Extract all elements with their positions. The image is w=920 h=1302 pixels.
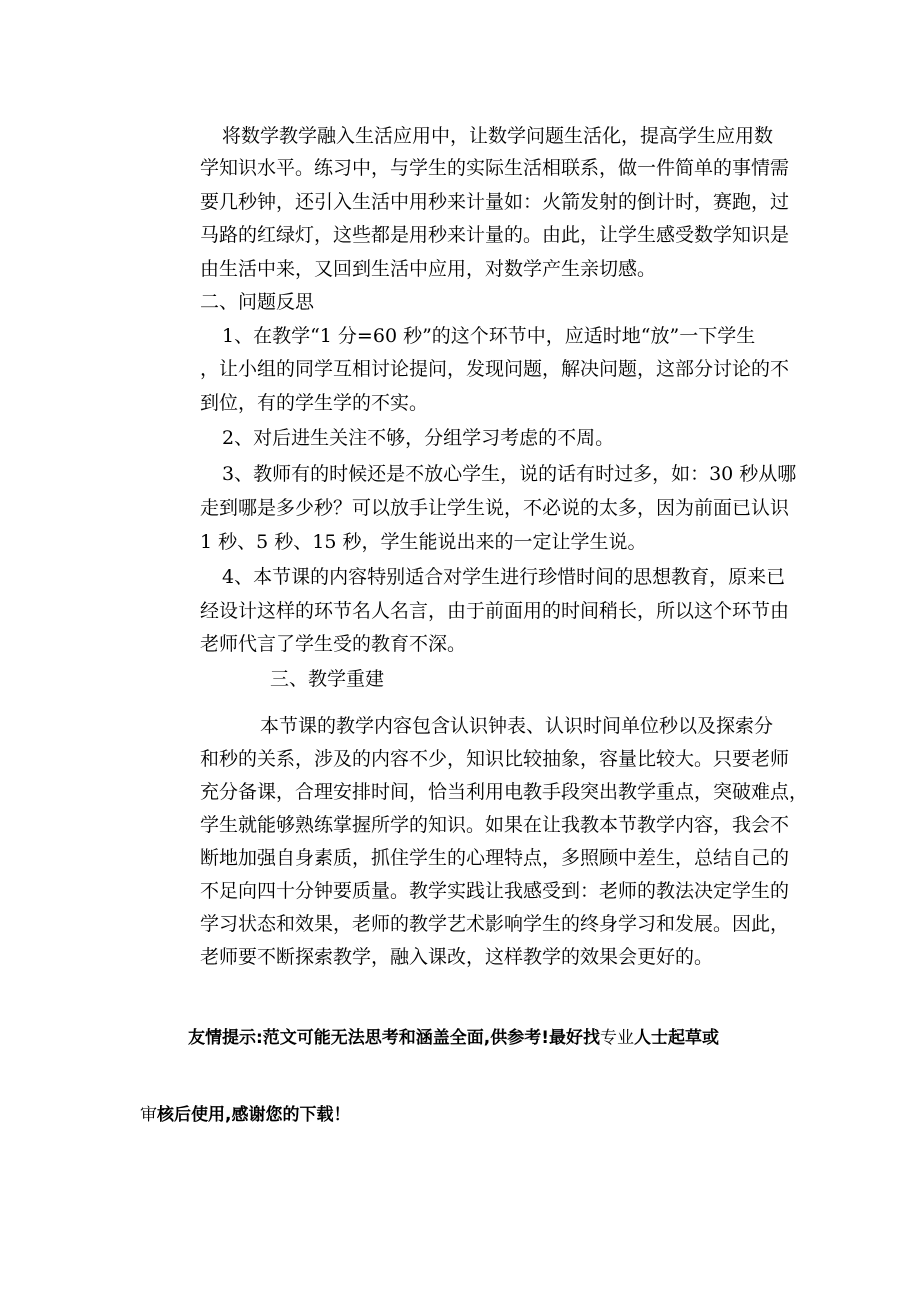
para3-line-2: 和秒的关系，涉及的内容不少，知识比较抽象，容量比较大。只要老师 xyxy=(200,748,790,770)
para1-line-2: 学知识水平。练习中，与学生的实际生活相联系，做一件简单的事情需 xyxy=(200,157,790,179)
item3-line-2: 走到哪是多少秒？可以放手让学生说，不必说的太多，因为前面已认识 xyxy=(200,497,790,519)
para1-line-5: 由生活中来，又回到生活中应用，对数学产生亲切感。 xyxy=(200,258,657,280)
item1-line-3: 到位，有的学生学的不实。 xyxy=(200,392,429,414)
item1-line-2: ，让小组的同学互相讨论提问，发现问题，解决问题，这部分讨论的不 xyxy=(200,358,790,380)
footer-tip-part-e: 核后使用,感谢您的下载！ xyxy=(157,1105,351,1125)
footer-tip-line-2 xyxy=(140,1103,350,1127)
para3-line-5: 断地加强自身素质，抓住学生的心理特点，多照顾中差生，总结自己的 xyxy=(200,847,790,869)
para1-line-1: 将数学教学融入生活应用中，让数学问题生活化，提高学生应用数 xyxy=(222,125,774,147)
para3-line-4: 学生就能够熟练掌握所学的知识。如果在让我教本节教学内容，我会不 xyxy=(200,814,790,836)
para1-line-4: 马路的红绿灯，这些都是用秒来计量的。由此，让学生感受数学知识是 xyxy=(200,224,790,246)
item2-line-1: 2、对后进生关注不够，分组学习考虑的不周。 xyxy=(222,427,615,449)
item4-line-1: 4、本节课的内容特别适合对学生进行珍惜时间的思想教育，原来已 xyxy=(222,566,786,588)
footer-tip-part-a: 友情提示:范文可能无法思考和涵盖全面,供参考!最好找 xyxy=(188,1028,601,1048)
item4-line-3: 老师代言了学生受的教育不深。 xyxy=(200,633,467,655)
para3-line-1: 本节课的教学内容包含认识钟表、认识时间单位秒以及探索分 xyxy=(260,715,774,737)
heading-reflection: 二、问题反思 xyxy=(200,291,315,313)
para3-line-6: 不足向四十分钟要质量。教学实践让我感受到：老师的教法决定学生的 xyxy=(200,880,790,902)
footer-tip-part-d: 审 xyxy=(140,1105,157,1125)
footer-tip-part-b: 专业 xyxy=(600,1028,635,1048)
para1-line-3: 要几秒钟，还引入生活中用秒来计量如：火箭发射的倒计时，赛跑，过 xyxy=(200,191,790,213)
item3-line-3: 1 秒、5 秒、15 秒，学生能说出来的一定让学生说。 xyxy=(200,531,647,553)
footer-tip-part-c: 人士起草或 xyxy=(634,1028,720,1048)
item3-line-1: 3、教师有的时候还是不放心学生，说的话有时过多，如：30 秒从哪 xyxy=(222,463,797,485)
footer-tip-line-1 xyxy=(188,1026,719,1050)
item4-line-2: 经设计这样的环节名人名言，由于前面用的时间稍长，所以这个环节由 xyxy=(200,600,790,622)
para3-line-7: 学习状态和效果，老师的教学艺术影响学生的终身学习和发展。因此， xyxy=(200,913,790,935)
item1-line-1: 1、在教学“1 分=60 秒”的这个环节中，应适时地“放”一下学生 xyxy=(222,325,756,347)
heading-rebuild: 三、教学重建 xyxy=(270,668,385,690)
para3-line-8: 老师要不断探索教学，融入课改，这样教学的效果会更好的。 xyxy=(200,946,714,968)
para3-line-3: 充分备课，合理安排时间，恰当利用电教手段突出教学重点，突破难点， xyxy=(200,781,809,803)
